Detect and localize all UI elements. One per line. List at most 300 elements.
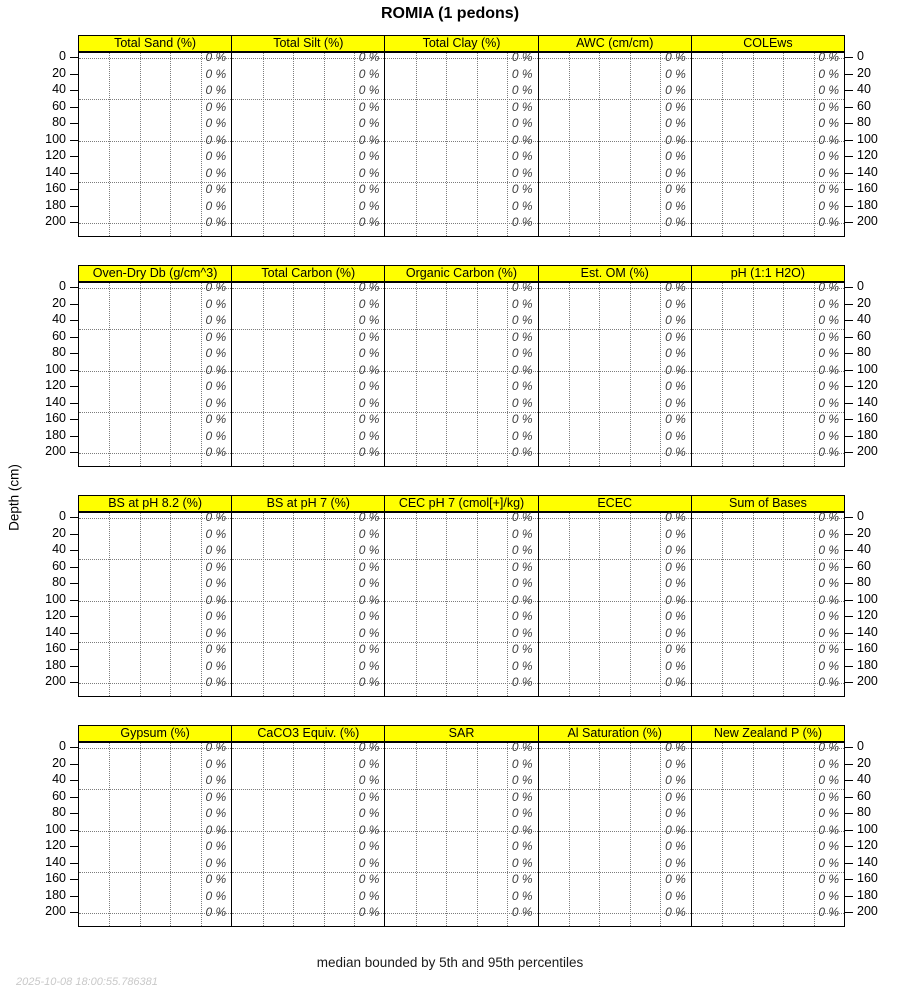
strip-label: CaCO3 Equiv. (%)	[231, 725, 385, 742]
strip-label: SAR	[384, 725, 538, 742]
depth-tick-label-left: 20	[52, 65, 66, 80]
vertical-gridline	[170, 743, 171, 926]
contributing-fraction-label: 0 %	[358, 198, 380, 213]
depth-tick-label-left: 180	[45, 657, 66, 672]
contributing-fraction-label: 0 %	[205, 329, 227, 344]
contributing-fraction-label: 0 %	[511, 66, 533, 81]
depth-tick-label-right: 140	[857, 164, 878, 179]
panel	[231, 282, 385, 467]
depth-tick-left	[70, 846, 78, 847]
vertical-gridline	[630, 53, 631, 236]
contributing-fraction-label: 0 %	[358, 872, 380, 886]
vertical-gridline	[660, 53, 661, 236]
depth-tick-label-left: 100	[45, 591, 66, 606]
contributing-fraction-label: 0 %	[818, 756, 840, 771]
contributing-fraction-label: 0 %	[665, 905, 686, 919]
depth-tick-label-right: 80	[857, 805, 871, 819]
strip-label: BS at pH 7 (%)	[231, 495, 385, 512]
vertical-gridline	[140, 743, 141, 926]
depth-tick-right	[845, 764, 853, 765]
vertical-gridline	[477, 283, 478, 466]
depth-tick-label-right: 120	[857, 838, 878, 852]
depth-tick-left	[70, 304, 78, 305]
depth-tick-label-right: 60	[857, 788, 871, 803]
contributing-fraction-label: 0 %	[511, 346, 533, 360]
depth-tick-label-right: 80	[857, 115, 871, 129]
contributing-fraction-label: 0 %	[205, 526, 227, 541]
depth-tick-label-left: 80	[52, 805, 66, 819]
strip-label: ECEC	[538, 495, 692, 512]
vertical-gridline	[170, 283, 171, 466]
contributing-fraction-label: 0 %	[818, 872, 840, 886]
depth-tick-left	[70, 353, 78, 354]
panel-row-3	[0, 495, 900, 697]
vertical-gridline	[569, 283, 570, 466]
vertical-gridline	[140, 53, 141, 236]
contributing-fraction-label: 0 %	[358, 740, 380, 754]
chart-title: ROMIA (1 pedons)	[380, 5, 520, 22]
depth-tick-right	[845, 517, 853, 518]
contributing-fraction-label: 0 %	[665, 642, 686, 656]
contributing-fraction-label: 0 %	[205, 346, 227, 360]
contributing-fraction-label: 0 %	[358, 280, 380, 294]
depth-tick-right	[845, 534, 853, 535]
contributing-fraction-label: 0 %	[205, 740, 227, 754]
vertical-gridline	[293, 513, 294, 696]
contributing-fraction-label: 0 %	[665, 543, 686, 557]
depth-tick-label-left: 20	[52, 755, 66, 770]
vertical-gridline	[753, 53, 754, 236]
depth-tick-right	[845, 863, 853, 864]
contributing-fraction-label: 0 %	[511, 756, 533, 771]
depth-tick-label-right: 20	[857, 65, 871, 80]
strip-label: Gypsum (%)	[78, 725, 232, 742]
contributing-fraction-label: 0 %	[818, 576, 840, 590]
depth-tick-label-right: 200	[857, 214, 878, 228]
vertical-gridline	[446, 743, 447, 926]
contributing-fraction-label: 0 %	[205, 215, 227, 229]
depth-tick-label-left: 60	[52, 98, 66, 113]
contributing-fraction-label: 0 %	[511, 576, 533, 590]
contributing-fraction-label: 0 %	[205, 132, 227, 147]
contributing-fraction-label: 0 %	[358, 313, 380, 327]
depth-tick-label-left: 40	[52, 542, 66, 556]
contributing-fraction-label: 0 %	[665, 445, 686, 459]
contributing-fraction-label: 0 %	[358, 855, 380, 870]
depth-tick-label-right: 40	[857, 772, 871, 786]
depth-tick-label-left: 140	[45, 854, 66, 869]
depth-tick-label-left: 100	[45, 361, 66, 376]
depth-tick-label-left: 40	[52, 772, 66, 786]
depth-tick-label-right: 20	[857, 755, 871, 770]
depth-tick-right	[845, 600, 853, 601]
contributing-fraction-label: 0 %	[358, 822, 380, 837]
vertical-gridline	[324, 513, 325, 696]
depth-tick-label-right: 60	[857, 558, 871, 573]
strip-label: Total Carbon (%)	[231, 265, 385, 282]
depth-tick-label-right: 140	[857, 394, 878, 409]
vertical-gridline	[783, 513, 784, 696]
contributing-fraction-label: 0 %	[205, 50, 227, 64]
contributing-fraction-label: 0 %	[205, 296, 227, 311]
contributing-fraction-label: 0 %	[665, 313, 686, 327]
vertical-gridline	[170, 53, 171, 236]
contributing-fraction-label: 0 %	[665, 412, 686, 426]
vertical-gridline	[630, 743, 631, 926]
contributing-fraction-label: 0 %	[358, 379, 380, 393]
strip-label: CEC pH 7 (cmol[+]/kg)	[384, 495, 538, 512]
panel	[384, 742, 538, 927]
depth-tick-right	[845, 633, 853, 634]
depth-tick-label-right: 100	[857, 361, 878, 376]
panel	[384, 512, 538, 697]
depth-tick-left	[70, 797, 78, 798]
vertical-gridline	[446, 513, 447, 696]
depth-tick-label-left: 60	[52, 788, 66, 803]
depth-tick-right	[845, 287, 853, 288]
strip-label: Est. OM (%)	[538, 265, 692, 282]
depth-tick-label-left: 160	[45, 411, 66, 425]
contributing-fraction-label: 0 %	[205, 872, 227, 886]
contributing-fraction-label: 0 %	[665, 66, 686, 81]
contributing-fraction-label: 0 %	[511, 609, 533, 623]
depth-tick-left	[70, 107, 78, 108]
depth-tick-right	[845, 846, 853, 847]
strip-label: Oven-Dry Db (g/cm^3)	[78, 265, 232, 282]
contributing-fraction-label: 0 %	[818, 280, 840, 294]
contributing-fraction-label: 0 %	[665, 740, 686, 754]
contributing-fraction-label: 0 %	[818, 165, 840, 180]
vertical-gridline	[140, 513, 141, 696]
contributing-fraction-label: 0 %	[665, 625, 686, 640]
contributing-fraction-label: 0 %	[818, 642, 840, 656]
panel	[78, 742, 232, 927]
contributing-fraction-label: 0 %	[818, 445, 840, 459]
depth-tick-left	[70, 649, 78, 650]
contributing-fraction-label: 0 %	[665, 215, 686, 229]
contributing-fraction-label: 0 %	[665, 428, 686, 443]
depth-tick-left	[70, 583, 78, 584]
depth-tick-left	[70, 436, 78, 437]
contributing-fraction-label: 0 %	[511, 806, 533, 820]
depth-tick-right	[845, 57, 853, 58]
vertical-gridline	[109, 743, 110, 926]
depth-tick-left	[70, 370, 78, 371]
strip-label: Total Silt (%)	[231, 35, 385, 52]
depth-tick-label-left: 20	[52, 295, 66, 310]
contributing-fraction-label: 0 %	[818, 116, 840, 130]
depth-tick-label-left: 100	[45, 821, 66, 836]
contributing-fraction-label: 0 %	[511, 872, 533, 886]
vertical-gridline	[263, 513, 264, 696]
contributing-fraction-label: 0 %	[818, 329, 840, 344]
depth-tick-left	[70, 74, 78, 75]
contributing-fraction-label: 0 %	[358, 658, 380, 673]
contributing-fraction-label: 0 %	[358, 756, 380, 771]
depth-tick-right	[845, 583, 853, 584]
contributing-fraction-label: 0 %	[511, 543, 533, 557]
vertical-gridline	[477, 53, 478, 236]
depth-tick-right	[845, 403, 853, 404]
contributing-fraction-label: 0 %	[205, 543, 227, 557]
contributing-fraction-label: 0 %	[818, 658, 840, 673]
contributing-fraction-label: 0 %	[205, 99, 227, 114]
contributing-fraction-label: 0 %	[511, 559, 533, 574]
vertical-gridline	[170, 513, 171, 696]
depth-tick-label-right: 200	[857, 444, 878, 458]
contributing-fraction-label: 0 %	[818, 559, 840, 574]
contributing-fraction-label: 0 %	[665, 149, 686, 163]
vertical-gridline	[722, 743, 723, 926]
contributing-fraction-label: 0 %	[818, 839, 840, 853]
contributing-fraction-label: 0 %	[358, 559, 380, 574]
contributing-fraction-label: 0 %	[205, 839, 227, 853]
depth-tick-left	[70, 747, 78, 748]
contributing-fraction-label: 0 %	[511, 428, 533, 443]
panel	[538, 282, 692, 467]
depth-tick-left	[70, 386, 78, 387]
contributing-fraction-label: 0 %	[665, 510, 686, 524]
contributing-fraction-label: 0 %	[818, 149, 840, 163]
contributing-fraction-label: 0 %	[358, 149, 380, 163]
strip-label: pH (1:1 H2O)	[691, 265, 845, 282]
vertical-gridline	[324, 53, 325, 236]
depth-tick-label-right: 180	[857, 657, 878, 672]
panel	[538, 742, 692, 927]
depth-tick-left	[70, 320, 78, 321]
contributing-fraction-label: 0 %	[511, 296, 533, 311]
depth-tick-label-left: 140	[45, 394, 66, 409]
contributing-fraction-label: 0 %	[511, 510, 533, 524]
vertical-gridline	[293, 283, 294, 466]
depth-tick-label-right: 20	[857, 525, 871, 540]
contributing-fraction-label: 0 %	[205, 642, 227, 656]
depth-tick-right	[845, 567, 853, 568]
contributing-fraction-label: 0 %	[818, 362, 840, 377]
depth-tick-right	[845, 649, 853, 650]
contributing-fraction-label: 0 %	[818, 346, 840, 360]
contributing-fraction-label: 0 %	[511, 822, 533, 837]
vertical-gridline	[599, 283, 600, 466]
contributing-fraction-label: 0 %	[665, 83, 686, 97]
depth-tick-label-right: 40	[857, 542, 871, 556]
depth-tick-label-right: 180	[857, 427, 878, 442]
vertical-gridline	[416, 513, 417, 696]
contributing-fraction-label: 0 %	[358, 412, 380, 426]
contributing-fraction-label: 0 %	[358, 329, 380, 344]
contributing-fraction-label: 0 %	[665, 395, 686, 410]
depth-tick-left	[70, 123, 78, 124]
vertical-gridline	[814, 283, 815, 466]
depth-tick-left	[70, 419, 78, 420]
depth-tick-right	[845, 616, 853, 617]
contributing-fraction-label: 0 %	[205, 822, 227, 837]
panel	[691, 742, 845, 927]
depth-tick-right	[845, 353, 853, 354]
panel	[78, 282, 232, 467]
contributing-fraction-label: 0 %	[511, 280, 533, 294]
contributing-fraction-label: 0 %	[511, 526, 533, 541]
vertical-gridline	[263, 53, 264, 236]
depth-tick-right	[845, 747, 853, 748]
contributing-fraction-label: 0 %	[205, 905, 227, 919]
depth-tick-label-left: 60	[52, 328, 66, 343]
contributing-fraction-label: 0 %	[511, 740, 533, 754]
vertical-gridline	[293, 53, 294, 236]
contributing-fraction-label: 0 %	[205, 888, 227, 903]
vertical-gridline	[783, 743, 784, 926]
contributing-fraction-label: 0 %	[511, 625, 533, 640]
depth-tick-right	[845, 830, 853, 831]
depth-tick-right	[845, 896, 853, 897]
depth-tick-right	[845, 337, 853, 338]
depth-tick-label-left: 120	[45, 148, 66, 162]
contributing-fraction-label: 0 %	[205, 428, 227, 443]
vertical-gridline	[416, 53, 417, 236]
contributing-fraction-label: 0 %	[358, 215, 380, 229]
vertical-gridline	[416, 283, 417, 466]
strip-label: COLEws	[691, 35, 845, 52]
contributing-fraction-label: 0 %	[205, 198, 227, 213]
vertical-gridline	[477, 513, 478, 696]
depth-tick-left	[70, 222, 78, 223]
strip-label: New Zealand P (%)	[691, 725, 845, 742]
contributing-fraction-label: 0 %	[818, 182, 840, 196]
contributing-fraction-label: 0 %	[818, 543, 840, 557]
contributing-fraction-label: 0 %	[818, 822, 840, 837]
contributing-fraction-label: 0 %	[511, 83, 533, 97]
vertical-gridline	[507, 513, 508, 696]
depth-tick-label-left: 180	[45, 887, 66, 902]
vertical-gridline	[660, 513, 661, 696]
panel	[384, 52, 538, 237]
contributing-fraction-label: 0 %	[511, 855, 533, 870]
vertical-gridline	[109, 53, 110, 236]
contributing-fraction-label: 0 %	[358, 165, 380, 180]
contributing-fraction-label: 0 %	[665, 658, 686, 673]
depth-tick-label-left: 200	[45, 674, 66, 688]
vertical-gridline	[783, 53, 784, 236]
vertical-gridline	[507, 283, 508, 466]
depth-tick-left	[70, 896, 78, 897]
depth-tick-label-left: 180	[45, 427, 66, 442]
vertical-gridline	[569, 513, 570, 696]
depth-tick-right	[845, 419, 853, 420]
vertical-gridline	[722, 53, 723, 236]
vertical-gridline	[324, 743, 325, 926]
contributing-fraction-label: 0 %	[358, 99, 380, 114]
panel	[78, 52, 232, 237]
panel	[538, 52, 692, 237]
contributing-fraction-label: 0 %	[205, 412, 227, 426]
depth-tick-left	[70, 206, 78, 207]
contributing-fraction-label: 0 %	[665, 99, 686, 114]
contributing-fraction-label: 0 %	[358, 83, 380, 97]
contributing-fraction-label: 0 %	[205, 510, 227, 524]
contributing-fraction-label: 0 %	[205, 576, 227, 590]
contributing-fraction-label: 0 %	[205, 675, 227, 689]
contributing-fraction-label: 0 %	[511, 592, 533, 607]
depth-tick-left	[70, 633, 78, 634]
contributing-fraction-label: 0 %	[511, 329, 533, 344]
contributing-fraction-label: 0 %	[665, 379, 686, 393]
depth-tick-left	[70, 682, 78, 683]
vertical-gridline	[599, 513, 600, 696]
contributing-fraction-label: 0 %	[205, 445, 227, 459]
panel	[231, 742, 385, 927]
vertical-gridline	[201, 513, 202, 696]
contributing-fraction-label: 0 %	[358, 773, 380, 787]
contributing-fraction-label: 0 %	[358, 346, 380, 360]
depth-tick-left	[70, 173, 78, 174]
depth-tick-label-right: 180	[857, 887, 878, 902]
contributing-fraction-label: 0 %	[205, 658, 227, 673]
depth-tick-label-left: 20	[52, 525, 66, 540]
contributing-fraction-label: 0 %	[511, 99, 533, 114]
contributing-fraction-label: 0 %	[511, 675, 533, 689]
contributing-fraction-label: 0 %	[205, 773, 227, 787]
contributing-fraction-label: 0 %	[358, 50, 380, 64]
vertical-gridline	[753, 743, 754, 926]
contributing-fraction-label: 0 %	[665, 362, 686, 377]
depth-tick-left	[70, 452, 78, 453]
vertical-gridline	[324, 283, 325, 466]
depth-tick-left	[70, 830, 78, 831]
strip-label: Total Clay (%)	[384, 35, 538, 52]
contributing-fraction-label: 0 %	[818, 905, 840, 919]
depth-tick-left	[70, 912, 78, 913]
vertical-gridline	[569, 743, 570, 926]
contributing-fraction-label: 0 %	[665, 789, 686, 804]
contributing-fraction-label: 0 %	[665, 592, 686, 607]
contributing-fraction-label: 0 %	[205, 855, 227, 870]
depth-tick-label-left: 200	[45, 444, 66, 458]
depth-tick-label-right: 160	[857, 181, 878, 195]
depth-tick-label-left: 160	[45, 871, 66, 885]
contributing-fraction-label: 0 %	[818, 215, 840, 229]
contributing-fraction-label: 0 %	[818, 132, 840, 147]
depth-tick-left	[70, 666, 78, 667]
contributing-fraction-label: 0 %	[358, 839, 380, 853]
vertical-gridline	[630, 283, 631, 466]
panel	[384, 282, 538, 467]
contributing-fraction-label: 0 %	[205, 83, 227, 97]
vertical-gridline	[753, 513, 754, 696]
contributing-fraction-label: 0 %	[358, 806, 380, 820]
panel	[538, 512, 692, 697]
depth-tick-label-right: 0	[857, 279, 864, 293]
depth-tick-right	[845, 682, 853, 683]
depth-tick-left	[70, 863, 78, 864]
vertical-gridline	[507, 53, 508, 236]
contributing-fraction-label: 0 %	[205, 609, 227, 623]
depth-tick-right	[845, 386, 853, 387]
contributing-fraction-label: 0 %	[665, 296, 686, 311]
contributing-fraction-label: 0 %	[205, 395, 227, 410]
depth-tick-right	[845, 370, 853, 371]
depth-tick-label-right: 0	[857, 739, 864, 753]
depth-tick-label-right: 200	[857, 904, 878, 918]
contributing-fraction-label: 0 %	[358, 642, 380, 656]
depth-tick-label-right: 40	[857, 312, 871, 326]
depth-tick-left	[70, 616, 78, 617]
depth-tick-label-left: 120	[45, 838, 66, 852]
depth-tick-label-left: 0	[59, 739, 66, 753]
contributing-fraction-label: 0 %	[358, 888, 380, 903]
depth-tick-label-left: 0	[59, 49, 66, 63]
contributing-fraction-label: 0 %	[818, 855, 840, 870]
contributing-fraction-label: 0 %	[665, 576, 686, 590]
